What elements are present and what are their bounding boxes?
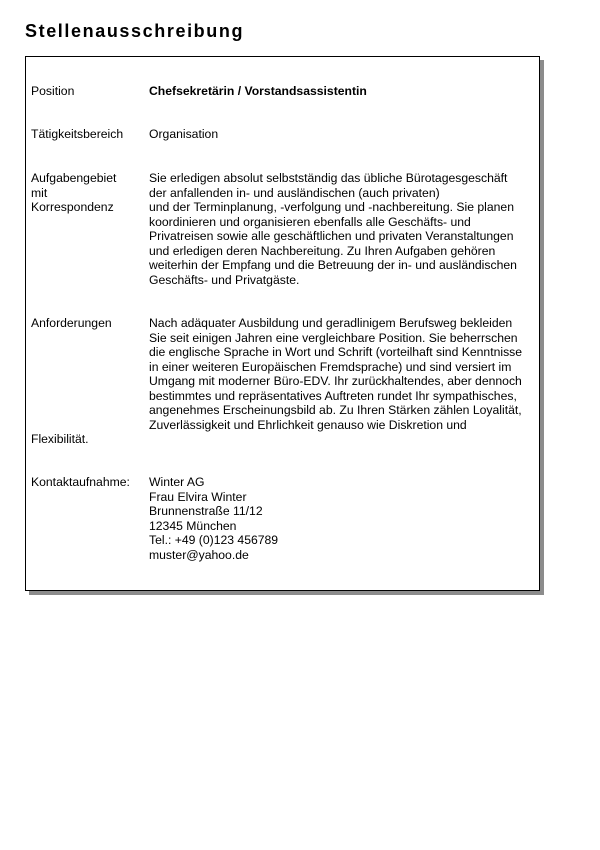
position-value: Chefsekretärin / Vorstandsassistentin xyxy=(149,84,367,98)
kontakt-label: Kontaktaufnahme: xyxy=(31,475,130,489)
aufgabengebiet-value: Sie erledigen absolut selbstständig das übliche Bürotagesgeschäft der anfallenden in- und ausländischen (auch privaten) und der Terminplanung, -verfolgung und -nachbereitung. Sie planen koordinieren und organisieren ebenfalls alle Geschäfts- und Privatreisen sowie alle geschäftlichen und privaten Veranstaltungen und erledigen deren Nachbereitung. Zu Ihren Aufgaben gehören weiterhin der Empfang und die Betreuung der in- und ausländischen Geschäfts- und Privatgäste. xyxy=(149,171,517,287)
taetigkeitsbereich-value: Organisation xyxy=(149,127,219,141)
anforderungen-value: Nach adäquater Ausbildung und geradlinigem Berufsweg bekleiden Sie seit einigen Jahren eine vergleichbare Position. Sie beherrschen die englische Sprache in Wort und Schrift (vorteilhaft sind Kenntnisse in einer weiteren Europäischen Fremdsprache) und sind versiert im Umgang mit moderner Büro-EDV. Ihr zurückhaltendes, aber dennoch bestimmtes und repräsentatives Auftreten rundet Ihr sympathisches, angenehmes Erscheinungsbild ab. Zu Ihren Stärken zählen Loyalität, Zuverlässigkeit und Ehrlichkeit genauso wie Diskretion und xyxy=(149,316,523,432)
anforderungen-overflow-text: Flexibilität. xyxy=(31,432,89,446)
job-posting-box xyxy=(25,56,540,591)
position-label: Position xyxy=(31,84,75,98)
anforderungen-label: Anforderungen xyxy=(31,316,112,330)
taetigkeitsbereich-label: Tätigkeitsbereich xyxy=(31,127,124,141)
aufgabengebiet-label: Aufgabengebiet mit Korrespondenz xyxy=(31,171,117,214)
kontakt-value: Winter AG Frau Elvira Winter Brunnenstraße 11/12 12345 München Tel.: +49 (0)123 456789 muster@yahoo.de xyxy=(149,475,279,562)
page-title: Stellenausschreibung xyxy=(25,21,245,41)
